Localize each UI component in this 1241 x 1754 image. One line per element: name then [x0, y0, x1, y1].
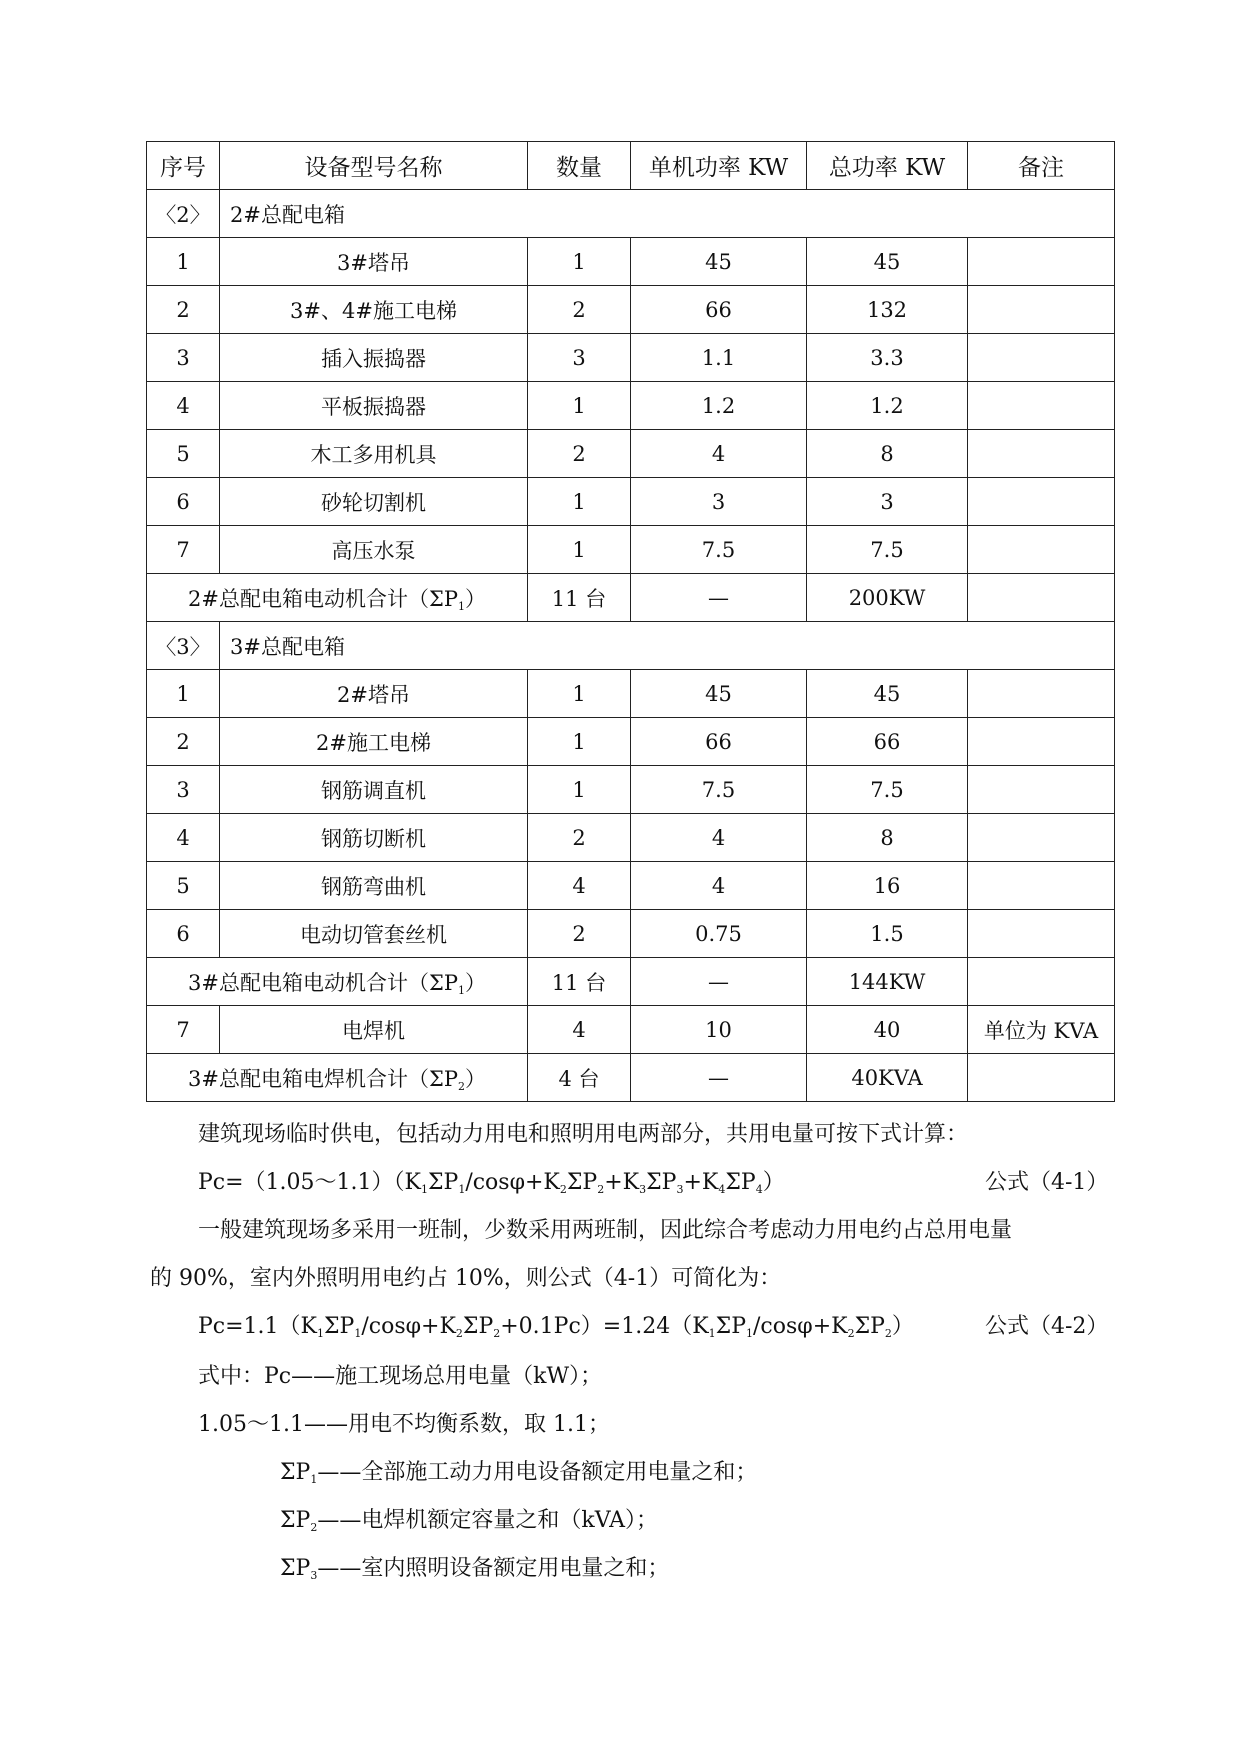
row-note	[968, 814, 1115, 862]
row-unit-power: 4	[631, 430, 807, 478]
row-name: 平板振捣器	[220, 382, 528, 430]
row-name: 电焊机	[220, 1006, 528, 1054]
row-total-power: 45	[807, 238, 968, 286]
row-note	[968, 670, 1115, 718]
row-no: 3	[147, 334, 220, 382]
weld-total-row	[147, 1054, 1115, 1102]
row-total-power: 3	[807, 478, 968, 526]
row-note	[968, 862, 1115, 910]
table-row	[147, 526, 1115, 574]
row-total-power: 3.3	[807, 334, 968, 382]
row-note	[968, 286, 1115, 334]
row-total-power: 7.5	[807, 526, 968, 574]
row-unit-power: 66	[631, 286, 807, 334]
row-no: 4	[147, 814, 220, 862]
row-qty: 1	[528, 526, 631, 574]
row-total-power: 40	[807, 1006, 968, 1054]
paragraph-intro: 建筑现场临时供电，包括动力用电和照明用电两部分，共用电量可按下式计算：	[198, 1122, 969, 1147]
row-note	[968, 574, 1115, 622]
row-total-power: 8	[807, 430, 968, 478]
row-note	[968, 526, 1115, 574]
total-label: 3#总配电箱电动机合计$(\Sigma P_1)$	[147, 958, 528, 1006]
row-name: 砂轮切割机	[220, 478, 528, 526]
row-unit-power: 7.5	[631, 766, 807, 814]
row-qty: 2	[528, 814, 631, 862]
table-row	[147, 382, 1115, 430]
row-name: 电动切管套丝机	[220, 910, 528, 958]
table-row	[147, 238, 1115, 286]
row-name: 3#塔吊	[220, 238, 528, 286]
total-unit: —	[631, 958, 807, 1006]
row-qty: 1	[528, 670, 631, 718]
row-no: 5	[147, 430, 220, 478]
header-cell: 备注	[968, 142, 1115, 190]
row-unit-power: 4	[631, 814, 807, 862]
table-row	[147, 1006, 1115, 1054]
formula-4-2: $Pc=1.1(K_1\Sigma P_1/\cos\varphi+K_2\Sigma P_2+0.1Pc)=1.24(K_1\Sigma P_1/\cos\varphi+K_2\Sigma P_2)$	[198, 1314, 914, 1340]
formula-label-4-1: 公式（4-1）	[985, 1170, 1109, 1195]
row-total-power: 45	[807, 670, 968, 718]
row-note	[968, 382, 1115, 430]
row-name: 插入振捣器	[220, 334, 528, 382]
header-cell: 单机功率 KW	[631, 142, 807, 190]
total-label: 3#总配电箱电焊机合计$(\Sigma P_2)$	[147, 1054, 528, 1102]
section-number: 〈2〉	[147, 190, 220, 238]
table-row	[147, 718, 1115, 766]
row-name: 钢筋切断机	[220, 814, 528, 862]
total-label: 2#总配电箱电动机合计$(\Sigma P_1)$	[147, 574, 528, 622]
row-qty: 2	[528, 430, 631, 478]
row-unit-power: 1.2	[631, 382, 807, 430]
row-total-power: 1.5	[807, 910, 968, 958]
row-note	[968, 334, 1115, 382]
row-qty: 1	[528, 238, 631, 286]
row-no: 4	[147, 382, 220, 430]
paragraph-simplify-line2: 的 90%，室内外照明用电约占 10%，则公式（4-1）可简化为：	[150, 1266, 782, 1291]
row-unit-power: 7.5	[631, 526, 807, 574]
formula-4-1: $Pc=(1.05\sim 1.1)(K_1\Sigma P_1/\cos\varphi+K_2\Sigma P_2+K_3\Sigma P_3+K_4\Sigma P_4)$	[198, 1170, 785, 1196]
row-name: 木工多用机具	[220, 430, 528, 478]
row-unit-power: 4	[631, 862, 807, 910]
row-note	[968, 718, 1115, 766]
table-row	[147, 478, 1115, 526]
row-note	[968, 958, 1115, 1006]
table-row	[147, 910, 1115, 958]
header-cell: 设备型号名称	[220, 142, 528, 190]
total-power: 144KW	[807, 958, 968, 1006]
total-power: 40KVA	[807, 1054, 968, 1102]
table-row	[147, 286, 1115, 334]
row-qty: 4	[528, 1006, 631, 1054]
row-total-power: 16	[807, 862, 968, 910]
row-name: 2#施工电梯	[220, 718, 528, 766]
row-unit-power: 45	[631, 238, 807, 286]
row-no: 3	[147, 766, 220, 814]
total-qty: 11 台	[528, 574, 631, 622]
row-name: 3#、4#施工电梯	[220, 286, 528, 334]
row-no: 5	[147, 862, 220, 910]
paragraph-simplify-line1: 一般建筑现场多采用一班制，少数采用两班制，因此综合考虑动力用电约占总用电量	[198, 1218, 1013, 1243]
row-note	[968, 910, 1115, 958]
total-qty: 11 台	[528, 958, 631, 1006]
row-total-power: 1.2	[807, 382, 968, 430]
row-qty: 2	[528, 286, 631, 334]
table-row	[147, 862, 1115, 910]
header-cell: 总功率 KW	[807, 142, 968, 190]
definition-sum-p2: $\Sigma P_2——$电焊机额定容量之和（kVA）；	[280, 1508, 658, 1534]
row-name: 2#塔吊	[220, 670, 528, 718]
row-no: 2	[147, 718, 220, 766]
row-no: 6	[147, 478, 220, 526]
row-qty: 1	[528, 718, 631, 766]
row-unit-power: 10	[631, 1006, 807, 1054]
row-no: 1	[147, 238, 220, 286]
header-cell: 序号	[147, 142, 220, 190]
formula-label-4-2: 公式（4-2）	[985, 1314, 1109, 1339]
row-note	[968, 766, 1115, 814]
row-unit-power: 45	[631, 670, 807, 718]
row-no: 7	[147, 526, 220, 574]
row-unit-power: 1.1	[631, 334, 807, 382]
table-row	[147, 670, 1115, 718]
section-number: 〈3〉	[147, 622, 220, 670]
section-name: 2#总配电箱	[220, 190, 1115, 238]
row-qty: 1	[528, 478, 631, 526]
total-qty: 4 台	[528, 1054, 631, 1102]
definition-sum-p3: $\Sigma P_3——$室内照明设备额定用电量之和；	[280, 1556, 670, 1582]
section-row	[147, 190, 1115, 238]
row-note: 单位为 KVA	[968, 1006, 1115, 1054]
row-name: 高压水泵	[220, 526, 528, 574]
total-power: 200KW	[807, 574, 968, 622]
definition-sum-p1: $\Sigma P_1——$全部施工动力用电设备额定用电量之和；	[280, 1460, 758, 1486]
row-unit-power: 0.75	[631, 910, 807, 958]
row-name: 钢筋调直机	[220, 766, 528, 814]
row-unit-power: 66	[631, 718, 807, 766]
row-qty: 1	[528, 766, 631, 814]
table-row	[147, 334, 1115, 382]
row-total-power: 7.5	[807, 766, 968, 814]
row-no: 2	[147, 286, 220, 334]
row-note	[968, 430, 1115, 478]
table-row	[147, 430, 1115, 478]
table-row	[147, 814, 1115, 862]
row-no: 6	[147, 910, 220, 958]
row-qty: 3	[528, 334, 631, 382]
row-note	[968, 1054, 1115, 1102]
row-no: 7	[147, 1006, 220, 1054]
row-qty: 1	[528, 382, 631, 430]
row-total-power: 132	[807, 286, 968, 334]
definition-coefficient: 1.05～1.1——用电不均衡系数，取 1.1；	[198, 1412, 610, 1437]
row-note	[968, 238, 1115, 286]
definition-pc: 式中：Pc——施工现场总用电量（kW）；	[198, 1364, 603, 1389]
table-row	[147, 766, 1115, 814]
row-total-power: 8	[807, 814, 968, 862]
table-header-row	[147, 142, 1115, 190]
total-unit: —	[631, 574, 807, 622]
row-unit-power: 3	[631, 478, 807, 526]
row-name: 钢筋弯曲机	[220, 862, 528, 910]
section-row	[147, 622, 1115, 670]
row-total-power: 66	[807, 718, 968, 766]
total-unit: —	[631, 1054, 807, 1102]
row-qty: 4	[528, 862, 631, 910]
section-total-row	[147, 958, 1115, 1006]
header-cell: 数量	[528, 142, 631, 190]
equipment-power-table	[146, 141, 1115, 1102]
section-name: 3#总配电箱	[220, 622, 1115, 670]
row-note	[968, 478, 1115, 526]
section-total-row	[147, 574, 1115, 622]
row-qty: 2	[528, 910, 631, 958]
row-no: 1	[147, 670, 220, 718]
